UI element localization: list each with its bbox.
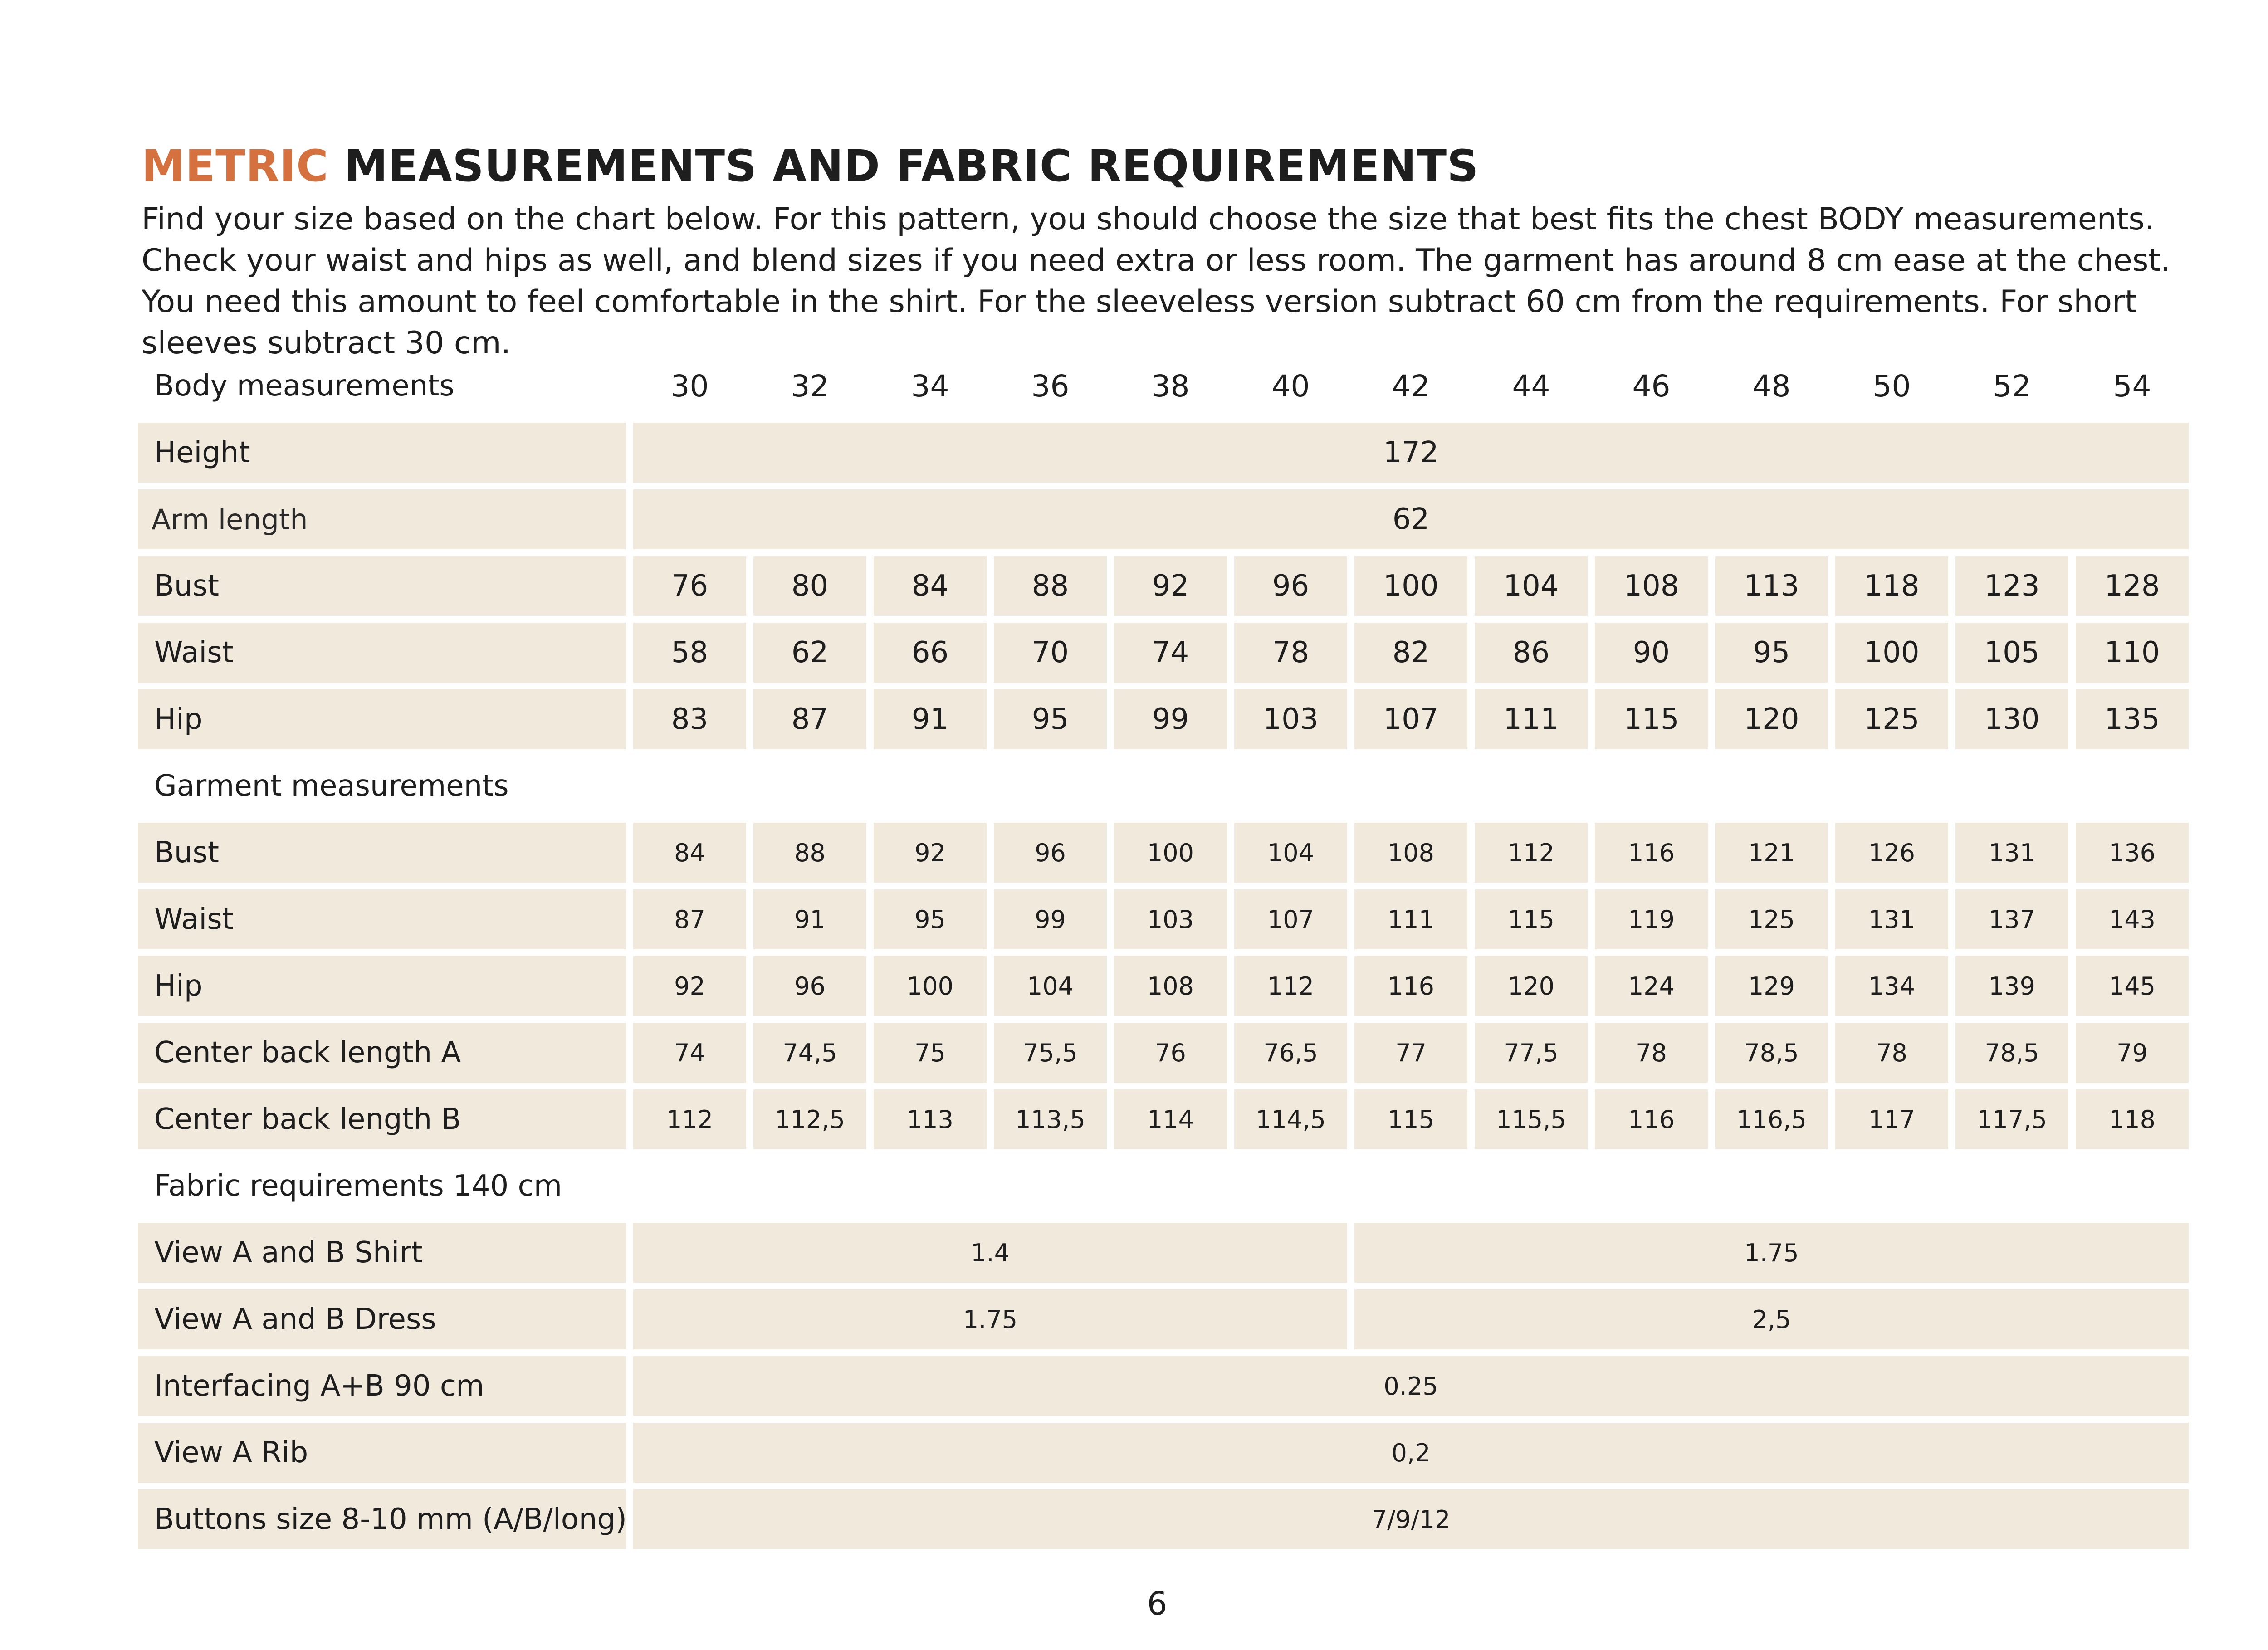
size-header: 52	[1993, 368, 2031, 404]
body-cell: 115	[1595, 689, 1708, 749]
garment-cell: 119	[1595, 889, 1708, 949]
garment-cell: 121	[1715, 823, 1828, 883]
body-cell: 62	[753, 623, 866, 683]
body-cell: 84	[874, 556, 987, 616]
garment-cell: 137	[1955, 889, 2068, 949]
garment-cell: 74	[633, 1023, 746, 1083]
fabric-row-label: View A Rib	[138, 1423, 626, 1483]
body-cell: 105	[1955, 623, 2068, 683]
garment-cell: 114,5	[1234, 1089, 1347, 1149]
intro-paragraph: Find your size based on the chart below. For this pattern, you should choose the size that best fits the chest BODY measurements. Check your waist and hips as well, and blend sizes if you need extra or less room. The garment has around 8 cm ease at the chest. You need this amount to feel comfortable in the shirt. For the sleeveless version subtract 60 cm from the requirements. For short sleeves subtract 30 cm.	[142, 201, 2170, 361]
size-header: 54	[2113, 368, 2151, 404]
garment-cell: 75,5	[994, 1023, 1107, 1083]
body-cell: 80	[753, 556, 866, 616]
garment-cell: 117,5	[1955, 1089, 2068, 1149]
fabric-row-label: Interfacing A+B 90 cm	[138, 1356, 626, 1416]
arm-length-value: 62	[633, 489, 2189, 549]
body-cell: 100	[1354, 556, 1467, 616]
body-cell: 111	[1475, 689, 1588, 749]
title-accent: METRIC	[142, 141, 329, 191]
garment-cell: 134	[1835, 956, 1948, 1016]
garment-row-label: Waist	[138, 889, 626, 949]
garment-cell: 136	[2076, 823, 2189, 883]
garment-cell: 112	[1234, 956, 1347, 1016]
body-cell: 128	[2076, 556, 2189, 616]
fabric-value: 0,2	[633, 1423, 2189, 1483]
size-header: 42	[1392, 368, 1430, 404]
body-cell: 82	[1354, 623, 1467, 683]
body-cell: 86	[1475, 623, 1588, 683]
body-cell: 107	[1354, 689, 1467, 749]
garment-cell: 112,5	[753, 1089, 866, 1149]
garment-cell: 78,5	[1955, 1023, 2068, 1083]
garment-cell: 143	[2076, 889, 2189, 949]
body-cell: 113	[1715, 556, 1828, 616]
garment-cell: 124	[1595, 956, 1708, 1016]
size-header: 50	[1872, 368, 1911, 404]
garment-cell: 139	[1955, 956, 2068, 1016]
garment-cell: 99	[994, 889, 1107, 949]
garment-cell: 145	[2076, 956, 2189, 1016]
fabric-row-label: Buttons size 8-10 mm (A/B/long)	[138, 1489, 626, 1549]
body-row-label: Bust	[138, 556, 626, 616]
row-label-arm-length: Arm length	[138, 489, 626, 549]
garment-row-label: Bust	[138, 823, 626, 883]
garment-cell: 115	[1354, 1089, 1467, 1149]
size-header: 44	[1512, 368, 1550, 404]
garment-cell: 92	[633, 956, 746, 1016]
body-cell: 78	[1234, 623, 1347, 683]
fabric-row-label: View A and B Dress	[138, 1289, 626, 1349]
row-label-height: Height	[138, 423, 626, 483]
garment-cell: 79	[2076, 1023, 2189, 1083]
garment-cell: 115	[1475, 889, 1588, 949]
garment-cell: 92	[874, 823, 987, 883]
garment-cell: 96	[994, 823, 1107, 883]
size-chart-table	[138, 356, 2189, 1549]
garment-cell: 103	[1114, 889, 1227, 949]
garment-cell: 104	[1234, 823, 1347, 883]
body-measurements-header: Body measurements	[154, 369, 455, 403]
fabric-value: 7/9/12	[633, 1489, 2189, 1549]
size-header: 48	[1752, 368, 1791, 404]
garment-cell: 100	[874, 956, 987, 1016]
body-cell: 99	[1114, 689, 1227, 749]
body-cell: 125	[1835, 689, 1948, 749]
garment-cell: 91	[753, 889, 866, 949]
body-cell: 76	[633, 556, 746, 616]
garment-measurements-header: Garment measurements	[154, 769, 509, 803]
garment-cell: 107	[1234, 889, 1347, 949]
body-cell: 74	[1114, 623, 1227, 683]
garment-cell: 74,5	[753, 1023, 866, 1083]
garment-cell: 95	[874, 889, 987, 949]
garment-cell: 116	[1595, 823, 1708, 883]
body-row-label: Hip	[138, 689, 626, 749]
size-header: 36	[1031, 368, 1070, 404]
garment-cell: 75	[874, 1023, 987, 1083]
body-cell: 123	[1955, 556, 2068, 616]
body-cell: 88	[994, 556, 1107, 616]
body-cell: 108	[1595, 556, 1708, 616]
garment-cell: 116,5	[1715, 1089, 1828, 1149]
garment-cell: 131	[1835, 889, 1948, 949]
size-header: 30	[670, 368, 709, 404]
garment-cell: 108	[1114, 956, 1227, 1016]
size-header: 32	[791, 368, 829, 404]
body-row-label: Waist	[138, 623, 626, 683]
body-cell: 70	[994, 623, 1107, 683]
body-cell: 118	[1835, 556, 1948, 616]
garment-row-label: Center back length A	[138, 1023, 626, 1083]
garment-cell: 117	[1835, 1089, 1948, 1149]
garment-cell: 78	[1595, 1023, 1708, 1083]
body-cell: 58	[633, 623, 746, 683]
garment-cell: 108	[1354, 823, 1467, 883]
body-cell: 120	[1715, 689, 1828, 749]
garment-cell: 84	[633, 823, 746, 883]
garment-cell: 112	[633, 1089, 746, 1149]
garment-cell: 88	[753, 823, 866, 883]
garment-cell: 115,5	[1475, 1089, 1588, 1149]
size-header: 46	[1632, 368, 1671, 404]
body-cell: 104	[1475, 556, 1588, 616]
body-cell: 130	[1955, 689, 2068, 749]
height-value: 172	[633, 423, 2189, 483]
fabric-value-right: 1.75	[1354, 1223, 2189, 1283]
garment-cell: 76	[1114, 1023, 1227, 1083]
garment-cell: 100	[1114, 823, 1227, 883]
page-number: 6	[1147, 1585, 1168, 1622]
garment-cell: 113	[874, 1089, 987, 1149]
garment-cell: 112	[1475, 823, 1588, 883]
page-title	[142, 141, 1479, 191]
garment-cell: 87	[633, 889, 746, 949]
size-header: 34	[911, 368, 949, 404]
body-cell: 100	[1835, 623, 1948, 683]
size-header: 40	[1271, 368, 1310, 404]
body-cell: 91	[874, 689, 987, 749]
title-rest: MEASUREMENTS AND FABRIC REQUIREMENTS	[328, 141, 1479, 191]
garment-cell: 77	[1354, 1023, 1467, 1083]
body-cell: 83	[633, 689, 746, 749]
garment-cell: 77,5	[1475, 1023, 1588, 1083]
fabric-value: 0.25	[633, 1356, 2189, 1416]
garment-cell: 120	[1475, 956, 1588, 1016]
garment-cell: 113,5	[994, 1089, 1107, 1149]
body-cell: 110	[2076, 623, 2189, 683]
garment-cell: 111	[1354, 889, 1467, 949]
fabric-value-right: 2,5	[1354, 1289, 2189, 1349]
body-cell: 135	[2076, 689, 2189, 749]
body-cell: 90	[1595, 623, 1708, 683]
garment-row-label: Hip	[138, 956, 626, 1016]
fabric-value-left: 1.75	[633, 1289, 1347, 1349]
fabric-requirements-header: Fabric requirements 140 cm	[154, 1169, 562, 1203]
body-cell: 95	[994, 689, 1107, 749]
garment-row-label: Center back length B	[138, 1089, 626, 1149]
garment-cell: 96	[753, 956, 866, 1016]
fabric-value-left: 1.4	[633, 1223, 1347, 1283]
garment-cell: 118	[2076, 1089, 2189, 1149]
garment-cell: 129	[1715, 956, 1828, 1016]
body-cell: 96	[1234, 556, 1347, 616]
body-cell: 87	[753, 689, 866, 749]
garment-cell: 114	[1114, 1089, 1227, 1149]
body-cell: 66	[874, 623, 987, 683]
fabric-row-label: View A and B Shirt	[138, 1223, 626, 1283]
garment-cell: 126	[1835, 823, 1948, 883]
garment-cell: 76,5	[1234, 1023, 1347, 1083]
garment-cell: 78,5	[1715, 1023, 1828, 1083]
size-header: 38	[1151, 368, 1190, 404]
garment-cell: 104	[994, 956, 1107, 1016]
body-cell: 92	[1114, 556, 1227, 616]
garment-cell: 116	[1354, 956, 1467, 1016]
garment-cell: 78	[1835, 1023, 1948, 1083]
garment-cell: 116	[1595, 1089, 1708, 1149]
body-cell: 95	[1715, 623, 1828, 683]
body-cell: 103	[1234, 689, 1347, 749]
garment-cell: 131	[1955, 823, 2068, 883]
garment-cell: 125	[1715, 889, 1828, 949]
